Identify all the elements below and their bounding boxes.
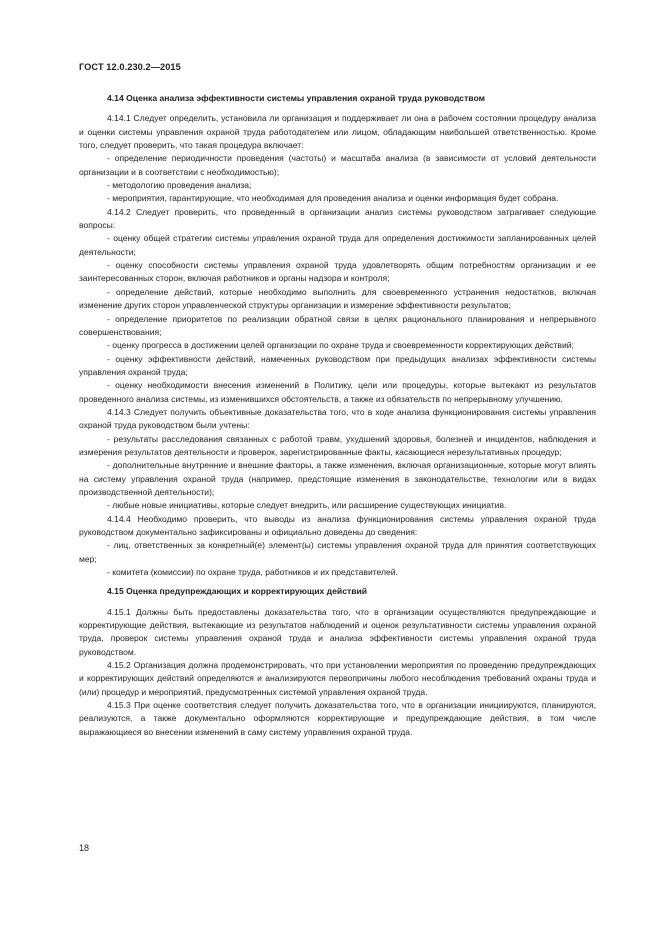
list-item: - оценку необходимости внесения изменений в Политику, цели или процедуры, которые вытекают из результатов проведенного анализа системы, из изменившихся обстоятельств, а также из обязательств по непрерывному улучшению. xyxy=(79,380,596,404)
list-item: - определение периодичности проведения (частоты) и масштаба анализа (в зависимости от условий деятельности организации и в соответствии с необходимостью); xyxy=(79,153,596,177)
page-number: 18 xyxy=(79,843,90,853)
list-item: - методологию проведения анализа; xyxy=(107,180,252,191)
paragraph: 4.15.1 Должны быть предоставлены доказательства того, что в организации осуществляются предупреждающие и корректирующие действия, вытекающие из результатов наблюдений и оценок результативности системы управления охраной труда, проверок системы управления охраной труда и анализа эффективности системы управления охраной труда руководством. xyxy=(79,606,596,657)
document-header: ГОСТ 12.0.230.2—2015 xyxy=(79,62,181,72)
list-item: - дополнительные внутренние и внешние факторы, а также изменения, включая организационные, которые могут влиять на систему управления охраной труда (например, предстоящие изменения в законодательстве, технологии или в видах производственной деятельности); xyxy=(79,460,596,497)
paragraph: 4.15.2 Организация должна продемонстрировать, что при установлении мероприятия по проведению предупреждающих и корректирующих действий определяются и анализируются первопричины любого несоблюдения требований охраны труда и (или) процедур и мероприятий, предусмотренных системой управления охраной труда. xyxy=(79,660,596,697)
paragraph: 4.15.3 При оценке соответствия следует получить доказательства того, что в организации инициируются, планируются, реализуются, а также документально оформляются корректирующие и предупреждающие действия, в том числе выражающиеся во внесении изменений в саму систему управления охраной труда. xyxy=(79,700,596,737)
list-item: - любые новые инициативы, которые следует внедрить, или расширение существующих инициатив. xyxy=(107,500,507,511)
list-item: - оценку эффективности действий, намеченных руководством при предыдущих анализах эффективности системы управления охраной труда; xyxy=(79,353,596,377)
page-body xyxy=(79,92,596,739)
list-item: - результаты расследования связанных с работой травм, ухудшений здоровья, болезней и инцидентов, наблюдения и измерения результатов деятельности и проверок, зарегистрированные факты, касающиеся нерезультативных процедур; xyxy=(79,433,596,457)
paragraph: 4.14.1 Следует определить, установила ли организация и поддерживает ли она в рабочем состоянии процедуру анализа и оценки системы управления охраной труда работодателем или лицом, обладающим наибольшей ответственностью. Кроме того, следует проверить, что такая процедура включает: xyxy=(79,113,596,151)
list-item: - комитета (комиссии) по охране труда, работников и их представителей. xyxy=(107,567,398,578)
list-item: - оценку общей стратегии системы управления охраной труда для определения достижимости запланированных целей деятельности; xyxy=(79,233,596,257)
section-heading-4-15: 4.15 Оценка предупреждающих и корректирующих действий xyxy=(107,586,368,597)
list-item: - оценку способности системы управления охраной труда удовлетворять общим потребностям организации и ее заинтересованных сторон, включая работников и органы надзора и контроля; xyxy=(79,260,596,284)
list-item: - лиц, ответственных за конкретный(е) элемент(ы) системы управления охраной труда для принятия соответствующих мер; xyxy=(79,540,596,564)
list-item: - определение действий, которые необходимо выполнить для своевременного устранения недостатков, включая изменение других сторон управленческой структуры организации и измерение эффективности результатов; xyxy=(79,286,596,311)
paragraph: 4.14.4 Необходимо проверить, что выводы из анализа функционирования системы управления охраной труда руководством документально зафиксированы и официально доведены до сведения: xyxy=(79,513,596,537)
paragraph: 4.14.3 Следует получить объективные доказательства того, что в ходе анализа функционирования системы управления охраной труда руководством были учтены: xyxy=(79,406,596,431)
list-item: - определение приоритетов по реализации обратной связи в целях рационального планирования и непрерывного совершенствования; xyxy=(79,313,596,337)
section-heading-4-14: 4.14 Оценка анализа эффективности системы управления охраной труда руководством xyxy=(107,93,485,103)
paragraph: 4.14.2 Следует проверить, что проведенный в организации анализ системы руководством затрагивает следующие вопросы: xyxy=(79,206,596,231)
list-item: - мероприятия, гарантирующие, что необходимая для проведения анализа и оценки информация будет собрана. xyxy=(107,193,559,204)
list-item: - оценку прогресса в достижении целей организации по охране труда и своевременности корректирующих действий; xyxy=(107,340,574,351)
